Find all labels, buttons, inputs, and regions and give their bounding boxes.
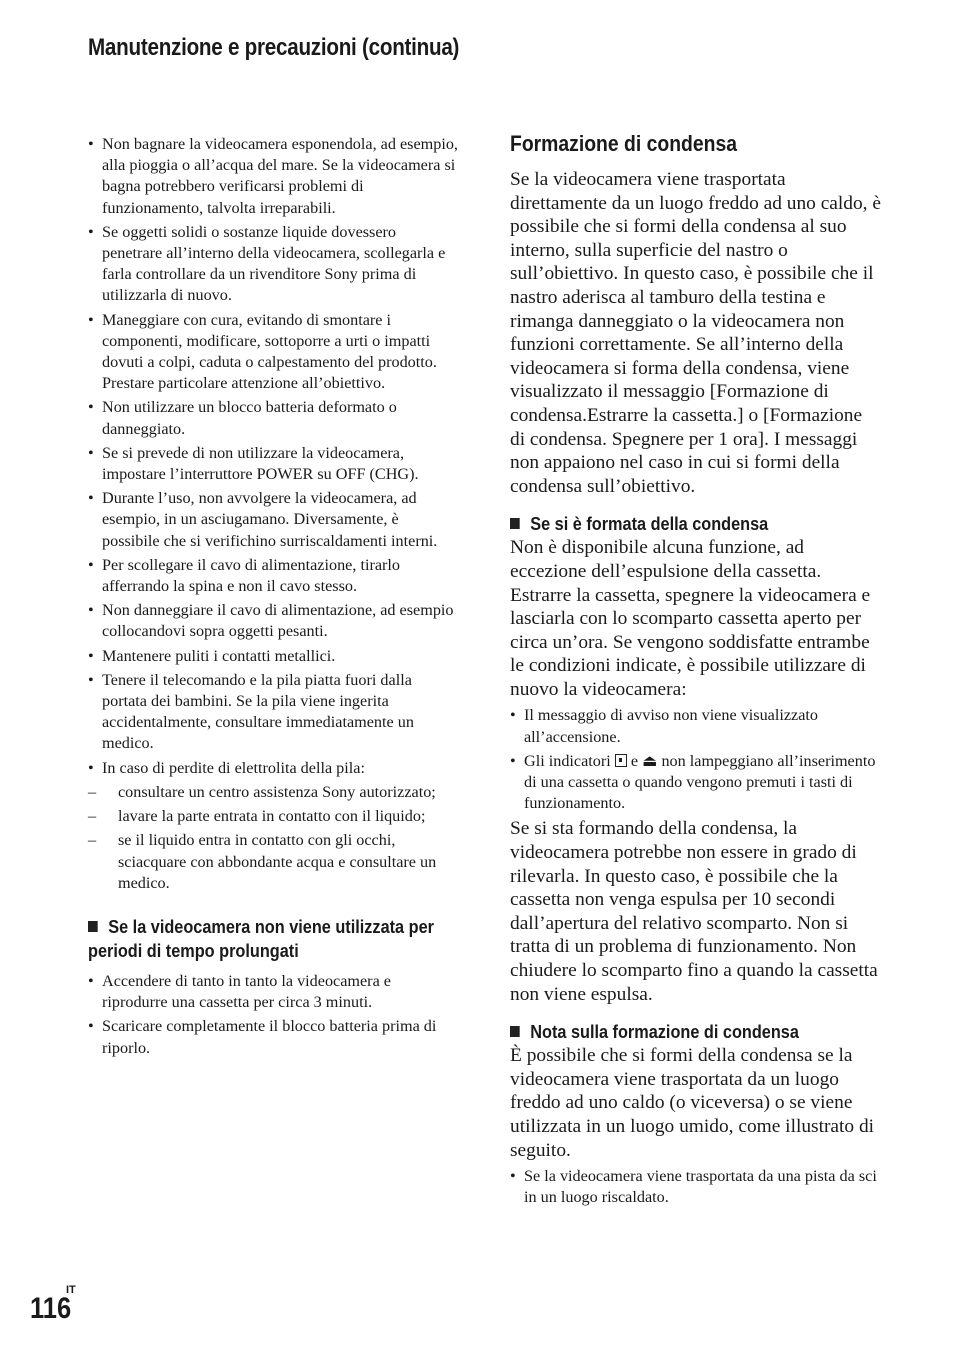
list-item: – se il liquido entra in contatto con gli occhi, sciacquare con abbondante acqua e consultare un medico.: [88, 831, 437, 892]
condensation-formed-text: Non è disponibile alcuna funzione, ad eccezione dell’espulsione della cassetta. Estrarre la cassetta, spegnere la videocamera e lasciarla con lo scomparto cassetta aperto per circa un’ora. Se vengono soddisfatte entrambe le condizioni indicate, è possibile utilizzare di nuovo la videocamera:: [510, 537, 871, 700]
bullet-icon: •: [88, 646, 94, 665]
eject-icon: ⏏: [642, 751, 658, 770]
bullet-icon: •: [510, 1167, 516, 1186]
list-item: • Se oggetti solidi o sostanze liquide dovessero penetrare all’interno della videocamera, scollegarla e farla controllare da un rivenditore Sony prima di utilizzarla di nuovo.: [88, 222, 446, 305]
square-bullet-icon: [88, 921, 98, 932]
condensation-note-subheading: Nota sulla formazione di condensa: [510, 1020, 880, 1044]
list-item: • Gli indicatori e ⏏ non lampeggiano all’inserimento di una cassetta o quando vengono premuti i tasti di funzionamento.: [510, 751, 876, 813]
bullet-icon: •: [510, 706, 516, 725]
list-item: • Se la videocamera viene trasportata da una pista da sci in un luogo riscaldato.: [510, 1167, 877, 1207]
conditions-list: [510, 705, 882, 814]
dash-icon: –: [88, 807, 97, 826]
storage-list: [88, 971, 460, 1059]
left-column: [88, 134, 460, 1062]
bullet-icon: •: [88, 601, 94, 620]
list-item: • In caso di perdite di elettrolita della pila: – consultare un centro assistenza Sony autorizzato; – lavare la parte entrata in contatto con il liquido; – se il liquido entra in contatto con gli occhi, sciacquare con abbondante acqua e consultare un medico.: [88, 758, 460, 894]
electrolyte-sublist: [88, 782, 460, 894]
bullet-icon: •: [88, 555, 94, 574]
list-item: • Mantenere puliti i contatti metallici.: [88, 646, 460, 667]
bullet-icon: •: [88, 398, 94, 417]
square-bullet-icon: [510, 518, 520, 529]
list-item: • Il messaggio di avviso non viene visualizzato all’accensione.: [510, 706, 819, 746]
bullet-icon: •: [88, 971, 94, 990]
list-item: • Accendere di tanto in tanto la videocamera e riprodurre una cassetta per circa 3 minuti.: [88, 971, 391, 1012]
list-item: • Non bagnare la videocamera esponendola, ad esempio, alla pioggia o all’acqua del mare. Se la videocamera si bagna potrebbero verificarsi problemi di funzionamento, talvolta irreparabili.: [88, 135, 458, 217]
precautions-list: [88, 134, 460, 894]
list-item: • Non danneggiare il cavo di alimentazione, ad esempio collocandovi sopra oggetti pesanti.: [88, 601, 454, 641]
note-list: [510, 1166, 882, 1208]
section-title: Formazione di condensa: [510, 131, 737, 156]
condensation-intro: Se la videocamera viene trasportata direttamente da un luogo freddo ad uno caldo, è possibile che si formi della condensa al suo interno, sulla superficie del nastro o sull’obiettivo. In questo caso, è possibile che il nastro aderisca al tamburo della testina e rimanga danneggiato o la videocamera non funzioni correttamente. Se all’interno della videocamera si forma della condensa, viene visualizzato il messaggio [Formazione di condensa.Estrarre la cassetta.] o [Formazione di condensa. Spegnere per 1 ora]. I messaggi non appaiono nel caso in cui si formi della condensa sull’obiettivo.: [510, 169, 881, 497]
page-header: Manutenzione e precauzioni (continua): [88, 34, 460, 61]
bullet-icon: •: [88, 670, 94, 689]
bullet-icon: •: [510, 751, 516, 770]
condensation-formed-subheading: Se si è formata della condensa: [510, 512, 880, 536]
condensation-detection-text: Se si sta formando della condensa, la videocamera potrebbe non essere in grado di rilevarla. In questo caso, è possibile che la cassetta non venga espulsa per 10 secondi dall’apertura del relativo scomparto. Non si tratta di un problema di funzionamento. Non chiudere lo scomparto fino a quando la cassetta non viene espulsa.: [510, 818, 878, 1005]
square-bullet-icon: [510, 1026, 520, 1037]
bullet-icon: •: [88, 1017, 94, 1036]
list-item: • Tenere il telecomando e la pila piatta fuori dalla portata dei bambini. Se la pila viene ingerita accidentalmente, consultare immediatamente un medico.: [88, 670, 414, 753]
list-item: – lavare la parte entrata in contatto con il liquido;: [88, 806, 460, 827]
storage-subheading: Se la videocamera non viene utilizzata per periodi di tempo prolungati: [88, 915, 434, 961]
dash-icon: –: [88, 782, 97, 801]
bullet-icon: •: [88, 310, 94, 329]
bullet-icon: •: [88, 222, 94, 241]
right-column: [510, 130, 882, 1212]
bullet-icon: •: [88, 135, 94, 153]
list-item: • Se si prevede di non utilizzare la videocamera, impostare l’interruttore POWER su OFF (CHG).: [88, 443, 419, 484]
list-item: • Non utilizzare un blocco batteria deformato o danneggiato.: [88, 398, 397, 438]
list-item: • Per scollegare il cavo di alimentazione, tirarlo afferrando la spina e non il cavo stesso.: [88, 555, 400, 596]
page-number: 116: [30, 1292, 72, 1325]
list-item: – consultare un centro assistenza Sony autorizzato;: [88, 782, 460, 803]
list-item: • Durante l’uso, non avvolgere la videocamera, ad esempio, in un asciugamano. Diversamente, è possibile che si verifichino surriscaldamenti interni.: [88, 489, 438, 550]
bullet-icon: •: [88, 758, 94, 777]
dash-icon: –: [88, 831, 97, 850]
bullet-icon: •: [88, 489, 94, 508]
list-item: • Maneggiare con cura, evitando di smontare i componenti, modificare, sottoporre a urti o impatti dovuti a colpi, caduta o calpestamento del prodotto. Prestare particolare attenzione all’obiettivo.: [88, 310, 437, 393]
list-item: • Scaricare completamente il blocco batteria prima di riporlo.: [88, 1017, 437, 1057]
condensation-note-text: È possibile che si formi della condensa se la videocamera viene trasportata da un luogo freddo ad uno caldo (o viceversa) o se viene utilizzata in un luogo umido, come illustrato di seguito.: [510, 1045, 875, 1161]
language-code: IT: [66, 1284, 76, 1296]
bullet-icon: •: [88, 443, 94, 462]
cassette-icon: [615, 754, 627, 767]
